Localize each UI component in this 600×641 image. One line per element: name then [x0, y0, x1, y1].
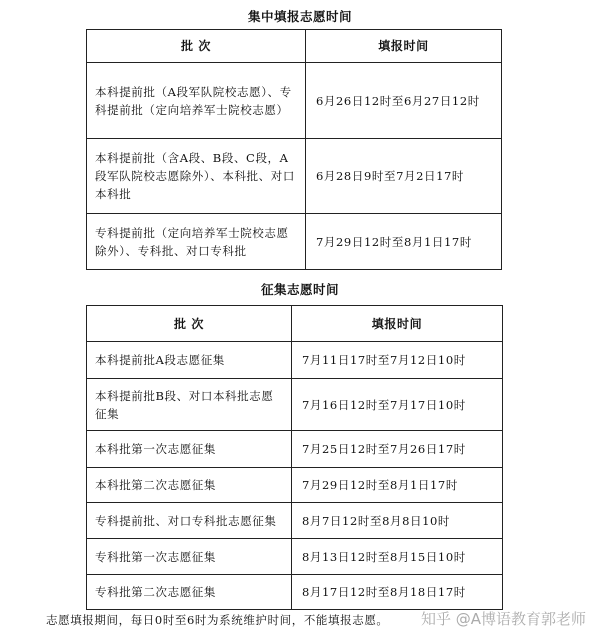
table-row	[87, 63, 502, 139]
maintenance-note: 志愿填报期间，每日0时至6时为系统维护时间，不能填报志愿。	[46, 613, 389, 627]
time-cell: 6月28日9时至7月2日17时	[306, 139, 502, 214]
time-cell: 6月26日12时至6月27日12时	[306, 63, 502, 139]
header-batch: 批 次	[87, 30, 306, 63]
table-row	[87, 342, 503, 379]
section2-title: 征集志愿时间	[260, 282, 339, 297]
batch-cell: 本科批第二次志愿征集	[87, 468, 292, 503]
header-time: 填报时间	[306, 30, 502, 63]
batch-cell: 本科批第一次志愿征集	[87, 431, 292, 468]
time-cell: 7月11日17时至7月12日10时	[292, 342, 503, 379]
batch-cell: 本科提前批A段志愿征集	[87, 342, 292, 379]
batch-cell: 专科提前批（定向培养军士院校志愿除外）、专科批、对口专科批	[87, 214, 306, 270]
time-cell: 7月29日12时至8月1日17时	[306, 214, 502, 270]
header-time: 填报时间	[292, 306, 503, 342]
time-cell: 8月7日12时至8月8日10时	[292, 503, 503, 539]
table-row	[87, 468, 503, 503]
batch-cell: 本科提前批（含A段、B段、C段，A段军队院校志愿除外）、本科批、对口本科批	[87, 139, 306, 214]
time-cell: 8月17日12时至8月18日17时	[292, 575, 503, 610]
time-cell: 7月29日12时至8月1日17时	[292, 468, 503, 503]
batch-cell: 本科提前批（A段军队院校志愿）、专科提前批（定向培养军士院校志愿）	[87, 63, 306, 139]
batch-cell: 本科提前批B段、对口本科批志愿征集	[87, 379, 292, 431]
header-batch: 批 次	[87, 306, 292, 342]
time-cell: 7月16日12时至7月17日10时	[292, 379, 503, 431]
batch-cell: 专科批第二次志愿征集	[87, 575, 292, 610]
batch-cell: 专科提前批、对口专科批志愿征集	[87, 503, 292, 539]
table-row	[87, 503, 503, 539]
time-cell: 8月13日12时至8月15日10时	[292, 539, 503, 575]
table-row	[87, 575, 503, 610]
watermark: 知乎 @A博语教育郭老师	[420, 610, 586, 628]
section1-title: 集中填报志愿时间	[247, 9, 352, 24]
table-header-row	[87, 30, 502, 63]
supplementary-filing-table	[86, 305, 503, 610]
table-row	[87, 539, 503, 575]
table-row	[87, 139, 502, 214]
table-row	[87, 379, 503, 431]
table-header-row	[87, 306, 503, 342]
table-row	[87, 214, 502, 270]
time-cell: 7月25日12时至7月26日17时	[292, 431, 503, 468]
table-row	[87, 431, 503, 468]
batch-cell: 专科批第一次志愿征集	[87, 539, 292, 575]
concentrated-filing-table	[86, 29, 502, 270]
